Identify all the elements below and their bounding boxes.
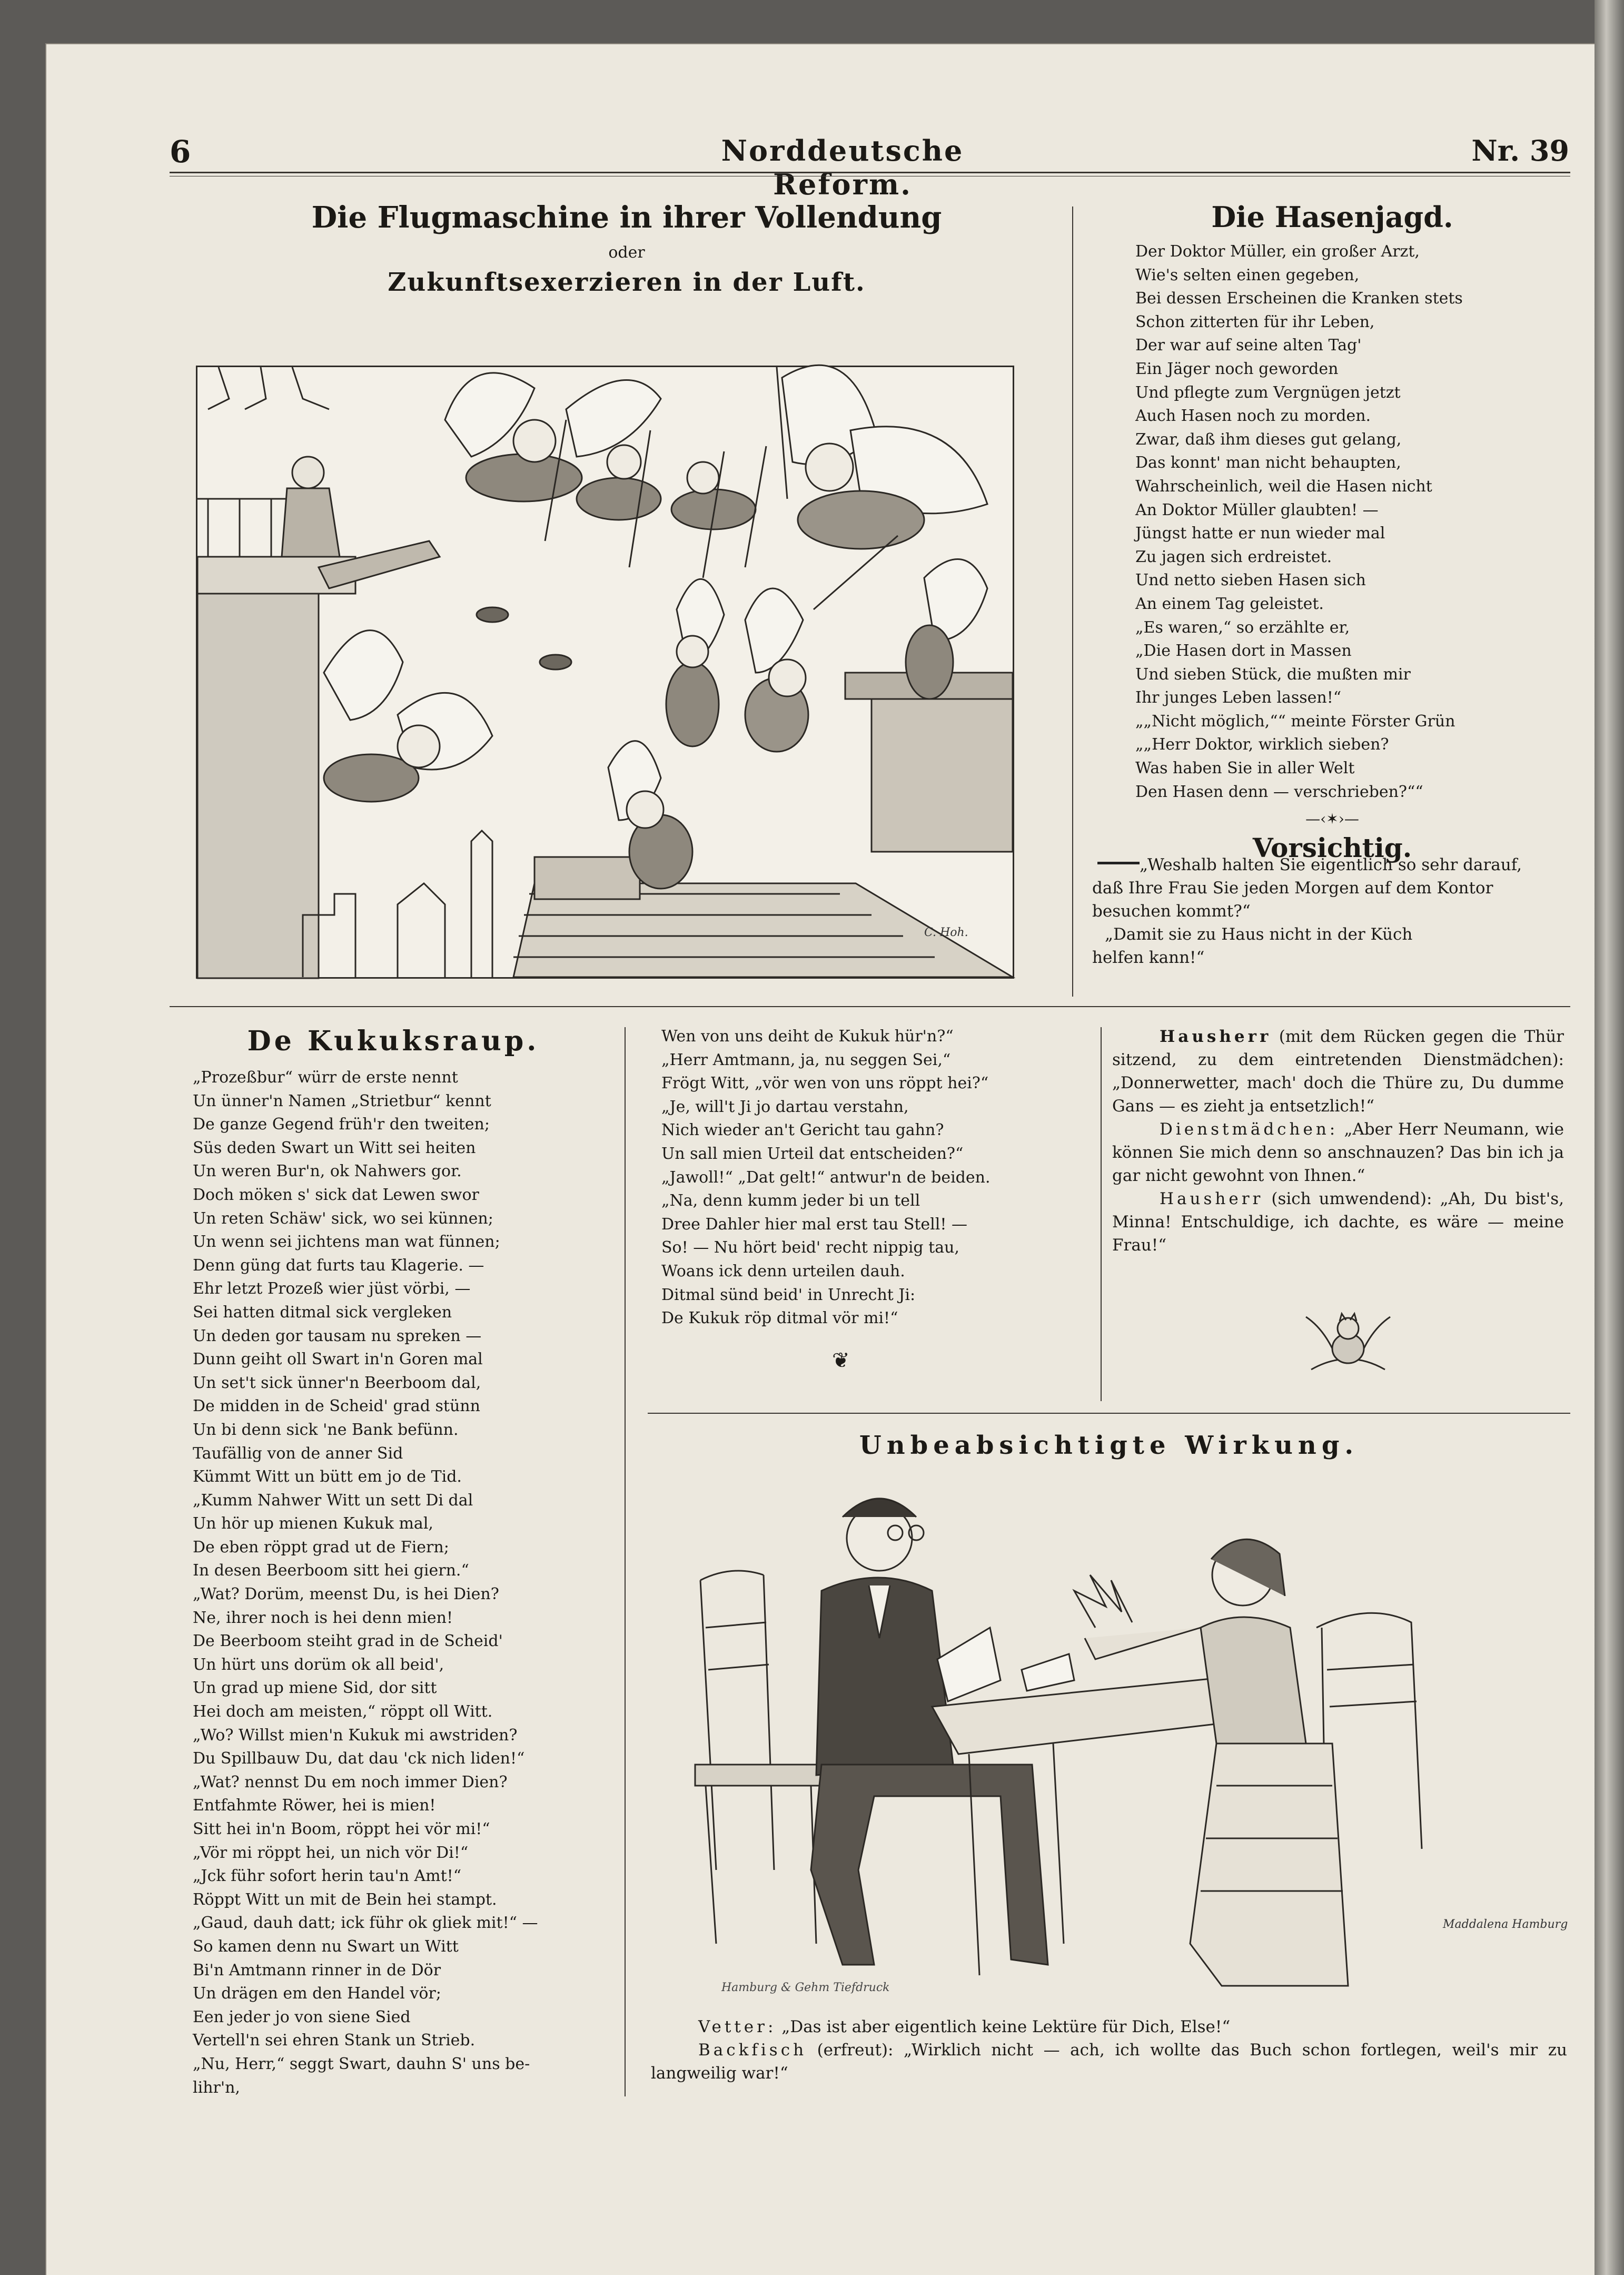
- poem-line: Ditmal sünd beid' in Unrecht Ji:: [661, 1285, 916, 1304]
- flugmaschine-illustration: [196, 366, 1014, 979]
- poem-line: „Die Hasen dort in Massen: [1135, 642, 1352, 661]
- poem-line: Denn güng dat furts tau Klagerie. —: [193, 1256, 484, 1275]
- poem-line: Und pflegte zum Vergnügen jetzt: [1135, 383, 1401, 402]
- poem-line: „Jck führ sofort herin tau'n Amt!“: [193, 1867, 462, 1886]
- poem-line: De eben röppt grad ut de Fiern;: [193, 1538, 449, 1557]
- binding-edge: [1595, 0, 1624, 2275]
- vetter-label: Vetter:: [698, 2017, 777, 2036]
- dialog-line: daß Ihre Frau Sie jeden Morgen auf dem Kontor: [1092, 879, 1493, 898]
- poem-line: Un reten Schäw' sick, wo sei künnen;: [193, 1209, 493, 1228]
- poem-line: Un deden gor tausam nu spreken —: [193, 1326, 482, 1345]
- column-divider-hausherr: [1101, 1027, 1102, 1401]
- poem-line: „Je, will't Ji jo dartau verstahn,: [661, 1097, 909, 1116]
- wirkung-caption: [651, 2015, 1567, 2085]
- poem-line: De Beerboom steiht grad in de Scheid': [193, 1632, 503, 1651]
- poem-line: Entfahmte Röwer, hei is mien!: [193, 1796, 436, 1815]
- poem-line: Jüngst hatte er nun wieder mal: [1135, 524, 1385, 543]
- hausherr-para-2: „Aber Herr Neumann, wie können Sie mich denn so anschnauzen? Das bin ich ja gar nicht gewohnt von Ihnen.“: [1112, 1120, 1564, 1185]
- backfisch-text: (erfreut): „Wirklich nicht — ach, ich wollte das Buch schon fortlegen, weil's mir zu langweilig war!“: [651, 2041, 1567, 2083]
- poem-line: Un wenn sei jichtens man wat fünnen;: [193, 1233, 500, 1252]
- dienstmaedchen-label: Dienstmädchen:: [1160, 1120, 1339, 1139]
- poem-line: Un hör up mienen Kukuk mal,: [193, 1514, 433, 1533]
- poem-line: So kamen denn nu Swart un Witt: [193, 1937, 459, 1956]
- poem-line: Das konnt' man nicht behaupten,: [1135, 454, 1401, 472]
- kukuk-poem-col2: [661, 1025, 1093, 1331]
- poem-line: Sei hatten ditmal sick vergleken: [193, 1303, 452, 1322]
- kukuk-title: De Kukuksraup.: [247, 1025, 540, 1057]
- poem-line: Dree Dahler hier mal erst tau Stell! —: [661, 1215, 967, 1234]
- issue-number: Nr. 39: [1471, 134, 1569, 168]
- wirkung-signature: Maddalena Hamburg: [1443, 1918, 1568, 1931]
- poem-line: Süs deden Swart un Witt sei heiten: [193, 1138, 476, 1157]
- poem-line: Un sall mien Urteil dat entscheiden?“: [661, 1144, 964, 1163]
- poem-line: De Kukuk röp ditmal vör mi!“: [661, 1309, 898, 1328]
- poem-line: Ne, ihrer noch is hei denn mien!: [193, 1608, 453, 1627]
- wirkung-illustration: [685, 1470, 1568, 1996]
- poem-line: Vertell'n sei ehren Stank un Strieb.: [193, 2031, 476, 2050]
- poem-line: Bi'n Amtmann rinner in de Dör: [193, 1961, 441, 1979]
- hausherr-label-2: Hausherr: [1160, 1189, 1264, 1208]
- poem-line: „Nu, Herr,“ seggt Swart, dauhn S' uns be-: [193, 2054, 530, 2073]
- cat-vignette: [1301, 1296, 1395, 1380]
- poem-line: Ehr letzt Prozeß wier jüst vörbi, —: [193, 1279, 471, 1298]
- poem-line: „Na, denn kumm jeder bi un tell: [661, 1191, 920, 1210]
- poem-line: Der war auf seine alten Tag': [1135, 336, 1362, 355]
- poem-line: lihr'n,: [193, 2078, 240, 2097]
- poem-line: An Doktor Müller glaubten! —: [1135, 500, 1379, 519]
- poem-line: Een jeder jo von siene Sied: [193, 2007, 411, 2026]
- poem-line: „Prozeßbur“ würr de erste nennt: [193, 1068, 458, 1087]
- poem-line: Doch möken s' sick dat Lewen swor: [193, 1185, 479, 1204]
- dialog-line: helfen kann!“: [1092, 948, 1205, 967]
- poem-line: Was haben Sie in aller Welt: [1135, 759, 1355, 778]
- poem-line: „Vör mi röppt hei, un nich vör Di!“: [193, 1843, 469, 1862]
- poem-line: „Wo? Willst mien'n Kukuk mi awstriden?: [193, 1726, 518, 1745]
- wirkung-title: Unbeabsichtigte Wirkung.: [859, 1431, 1359, 1460]
- header-rule: [170, 172, 1570, 173]
- poem-line: Un grad up miene Sid, dor sitt: [193, 1679, 437, 1698]
- dialog-line: „Weshalb halten Sie eigentlich so sehr darauf,: [1140, 855, 1522, 874]
- hausherr-label-1: Hausherr: [1160, 1027, 1272, 1046]
- poem-line: Un set't sick ünner'n Beerboom dal,: [193, 1373, 481, 1392]
- poem-line: Auch Hasen noch zu morden.: [1135, 407, 1371, 426]
- vorsichtig-text: [1092, 853, 1566, 969]
- hasenjagd-title: Die Hasenjagd.: [1211, 200, 1453, 234]
- poem-line: De midden in de Scheid' grad stünn: [193, 1397, 480, 1416]
- poem-line: Der Doktor Müller, ein großer Arzt,: [1135, 242, 1420, 261]
- kukuk-poem-col1: [193, 1066, 625, 2100]
- masthead: Norddeutsche Reform.: [721, 134, 964, 201]
- poem-line: „Gaud, dauh datt; ick führ ok gliek mit!“ —: [193, 1914, 538, 1933]
- dialog-line: „Damit sie zu Haus nicht in der Küch: [1105, 925, 1413, 944]
- backfisch-label: Backfisch: [698, 2041, 807, 2060]
- poem-line: Frögt Witt, „vör wen von uns röppt hei?“: [661, 1074, 989, 1093]
- poem-line: Kümmt Witt un bütt em jo de Tid.: [193, 1468, 462, 1486]
- hausherr-text: [1112, 1025, 1564, 1257]
- poem-line: „Es waren,“ so erzählte er,: [1135, 618, 1350, 637]
- poem-line: In desen Beerboom sitt hei giern.“: [193, 1561, 469, 1580]
- poem-line: Bei dessen Erscheinen die Kranken stets: [1135, 289, 1463, 308]
- flug-oder: oder: [608, 243, 645, 262]
- poem-line: Un hürt uns dorüm ok all beid',: [193, 1655, 444, 1674]
- column-divider-top: [1072, 206, 1073, 997]
- poem-line: An einem Tag geleistet.: [1135, 594, 1324, 613]
- poem-line: Sitt hei in'n Boom, röppt hei vör mi!“: [193, 1820, 490, 1838]
- leaf-ornament: ❦: [832, 1348, 850, 1373]
- poem-line: Un drägen em den Handel vör;: [193, 1984, 441, 2003]
- ornament-divider: —‹✶›—: [1305, 810, 1359, 828]
- poem-line: Woans ick denn urteilen dauh.: [661, 1262, 905, 1281]
- poem-line: Und sieben Stück, die mußten mir: [1135, 665, 1411, 684]
- poem-line: Wie's selten einen gegeben,: [1135, 265, 1360, 284]
- hausherr-para-3: (sich umwendend): „Ah, Du bist's, Minna! Entschuldige, ich dachte, es wäre — meine Frau!“: [1112, 1189, 1564, 1255]
- poem-line: „Wat? Dorüm, meenst Du, is hei Dien?: [193, 1585, 499, 1604]
- poem-line: Un bi denn sick 'ne Bank befünn.: [193, 1420, 459, 1439]
- poem-line: Den Hasen denn — verschrieben?““: [1135, 782, 1423, 801]
- hausherr-para-1: (mit dem Rücken gegen die Thür sitzend, zu dem eintretenden Dienstmädchen): „Donnerwetter, mach' doch die Thüre zu, Du dumme Gans — es zieht ja entsetzlich!“: [1112, 1027, 1564, 1116]
- poem-line: Wahrscheinlich, weil die Hasen nicht: [1135, 477, 1432, 496]
- poem-line: „Wat? nennst Du em noch immer Dien?: [193, 1772, 508, 1791]
- engraver-credit: Hamburg & Gehm Tiefdruck: [721, 1981, 890, 1994]
- column-divider-kukuk: [625, 1027, 626, 2096]
- poem-line: Zwar, daß ihm dieses gut gelang,: [1135, 430, 1402, 449]
- flug-signature: C. Hoh.: [924, 926, 968, 939]
- poem-line: Ein Jäger noch geworden: [1135, 359, 1339, 378]
- flug-subtitle: Zukunftsexerzieren in der Luft.: [388, 268, 866, 297]
- poem-line: De ganze Gegend früh'r den tweiten;: [193, 1115, 490, 1134]
- poem-line: „„Herr Doktor, wirklich sieben?: [1135, 735, 1389, 754]
- dialog-line: besuchen kommt?“: [1092, 902, 1251, 921]
- poem-line: „Jawoll!“ „Dat gelt!“ antwur'n de beiden.: [661, 1168, 991, 1187]
- vorsichtig-title: Vorsichtig.: [1252, 832, 1412, 863]
- poem-line: Ihr junges Leben lassen!“: [1135, 688, 1342, 707]
- flug-title: Die Flugmaschine in ihrer Vollendung: [311, 200, 942, 235]
- poem-line: Du Spillbauw Du, dat dau 'ck nich liden!“: [193, 1749, 525, 1768]
- poem-line: „„Nicht möglich,““ meinte Förster Grün: [1135, 712, 1455, 731]
- section-rule-2: [648, 1413, 1570, 1414]
- poem-line: Un weren Bur'n, ok Nahwers gor.: [193, 1162, 462, 1181]
- poem-line: So! — Nu hört beid' recht nippig tau,: [661, 1238, 959, 1257]
- poem-line: Und netto sieben Hasen sich: [1135, 571, 1366, 590]
- poem-line: Un ünner'n Namen „Strietbur“ kennt: [193, 1091, 491, 1110]
- poem-line: Hei doch am meisten,“ röppt oll Witt.: [193, 1702, 493, 1721]
- poem-line: „Herr Amtmann, ja, nu seggen Sei,“: [661, 1050, 951, 1069]
- poem-line: Taufällig von de anner Sid: [193, 1444, 403, 1463]
- poem-line: Wen von uns deiht de Kukuk hür'n?“: [661, 1027, 954, 1046]
- poem-line: Schon zitterten für ihr Leben,: [1135, 312, 1375, 331]
- section-rule-1: [170, 1006, 1570, 1007]
- poem-line: Dunn geiht oll Swart in'n Goren mal: [193, 1350, 483, 1369]
- poem-line: Röppt Witt un mit de Bein hei stampt.: [193, 1890, 497, 1909]
- vetter-text: „Das ist aber eigentlich keine Lektüre für Dich, Else!“: [781, 2017, 1231, 2036]
- page-number: 6: [170, 134, 191, 170]
- poem-line: „Kumm Nahwer Witt un sett Di dal: [193, 1491, 473, 1510]
- poem-line: Zu jagen sich erdreistet.: [1135, 547, 1332, 566]
- poem-line: Nich wieder an't Gericht tau gahn?: [661, 1121, 944, 1140]
- hasenjagd-poem: [1135, 240, 1567, 804]
